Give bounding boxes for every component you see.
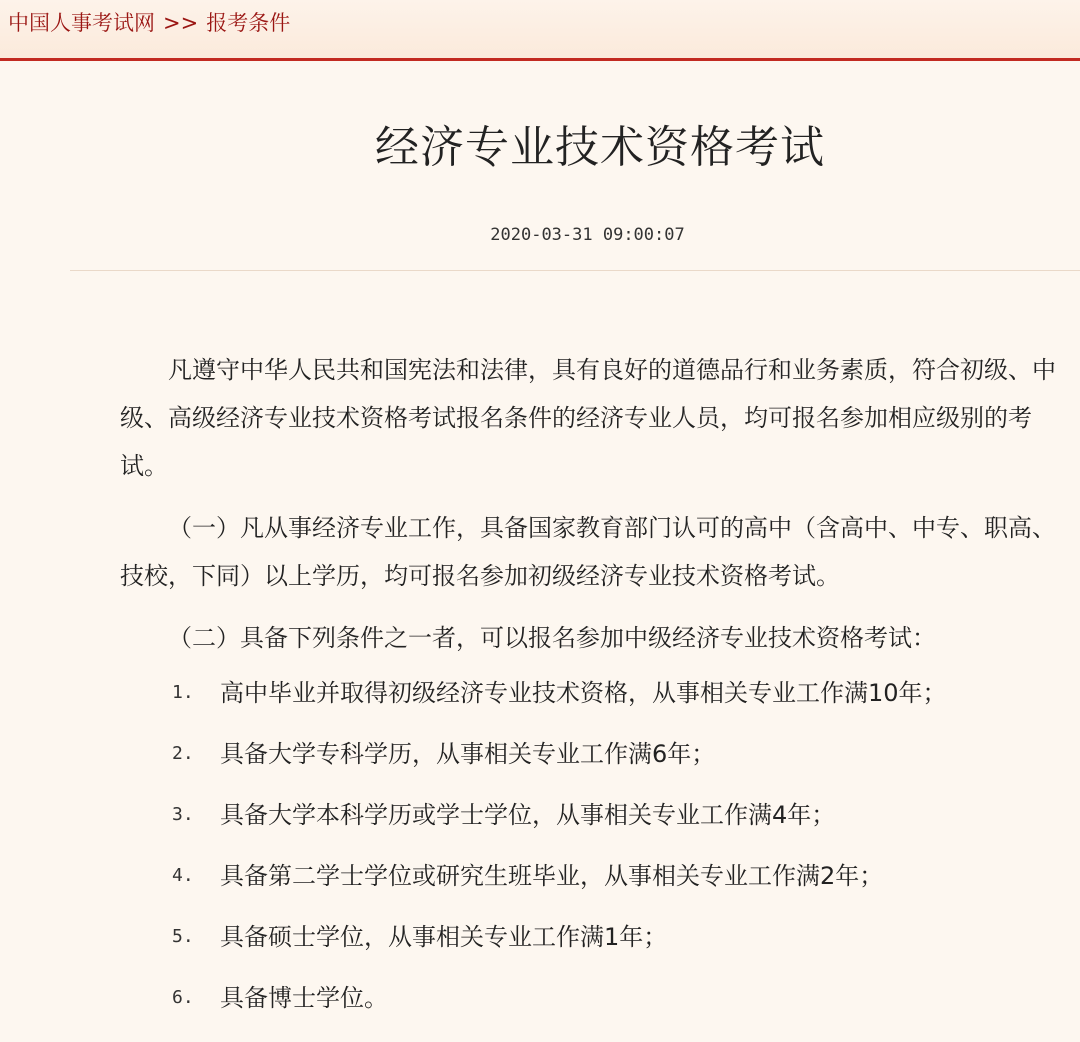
list-item: [120, 981, 1070, 1042]
article-timestamp: 2020-03-31 09:00:07: [490, 225, 685, 245]
section-1-paragraph: （一）凡从事经济专业工作，具备国家教育部门认可的高中（含高中、中专、职高、技校，下同）以上学历，均可报名参加初级经济专业技术资格考试。: [120, 514, 1056, 590]
breadcrumb: [8, 8, 290, 38]
list-item-text: 具备大学专科学历，从事相关专业工作满6年；: [220, 740, 716, 768]
list-item-number: 3.: [172, 804, 194, 825]
breadcrumb-separator: >>: [163, 11, 199, 35]
list-item-number: 6.: [172, 987, 194, 1008]
article-body: [120, 346, 1070, 1042]
breadcrumb-current-link[interactable]: 报考条件: [206, 11, 291, 35]
list-item: [120, 676, 1070, 737]
title-divider: [70, 270, 1080, 271]
list-item: [120, 737, 1070, 798]
list-item-text: 具备博士学位。: [220, 984, 388, 1012]
header-divider: [0, 58, 1080, 61]
list-item-text: 具备第二学士学位或研究生班毕业，从事相关专业工作满2年；: [220, 862, 884, 890]
list-item-text: 高中毕业并取得初级经济专业技术资格，从事相关专业工作满10年；: [220, 679, 947, 707]
list-item: [120, 798, 1070, 859]
list-item-number: 4.: [172, 865, 194, 886]
list-item-number: 1.: [172, 682, 194, 703]
list-item-text: 具备硕士学位，从事相关专业工作满1年；: [220, 923, 668, 951]
intro-paragraph: 凡遵守中华人民共和国宪法和法律，具有良好的道德品行和业务素质，符合初级、中级、高级经济专业技术资格考试报名条件的经济专业人员，均可报名参加相应级别的考试。: [120, 356, 1056, 480]
list-item-number: 2.: [172, 743, 194, 764]
top-bar: [0, 0, 1080, 58]
article-title: 经济专业技术资格考试: [375, 122, 825, 173]
list-item: [120, 920, 1070, 981]
section-2-paragraph: （二）具备下列条件之一者，可以报名参加中级经济专业技术资格考试：: [168, 624, 936, 652]
list-item-number: 5.: [172, 926, 194, 947]
list-item: [120, 859, 1070, 920]
list-item-text: 具备大学本科学历或学士学位，从事相关专业工作满4年；: [220, 801, 836, 829]
breadcrumb-home-link[interactable]: 中国人事考试网: [8, 11, 155, 35]
conditions-list: [120, 676, 1070, 1042]
